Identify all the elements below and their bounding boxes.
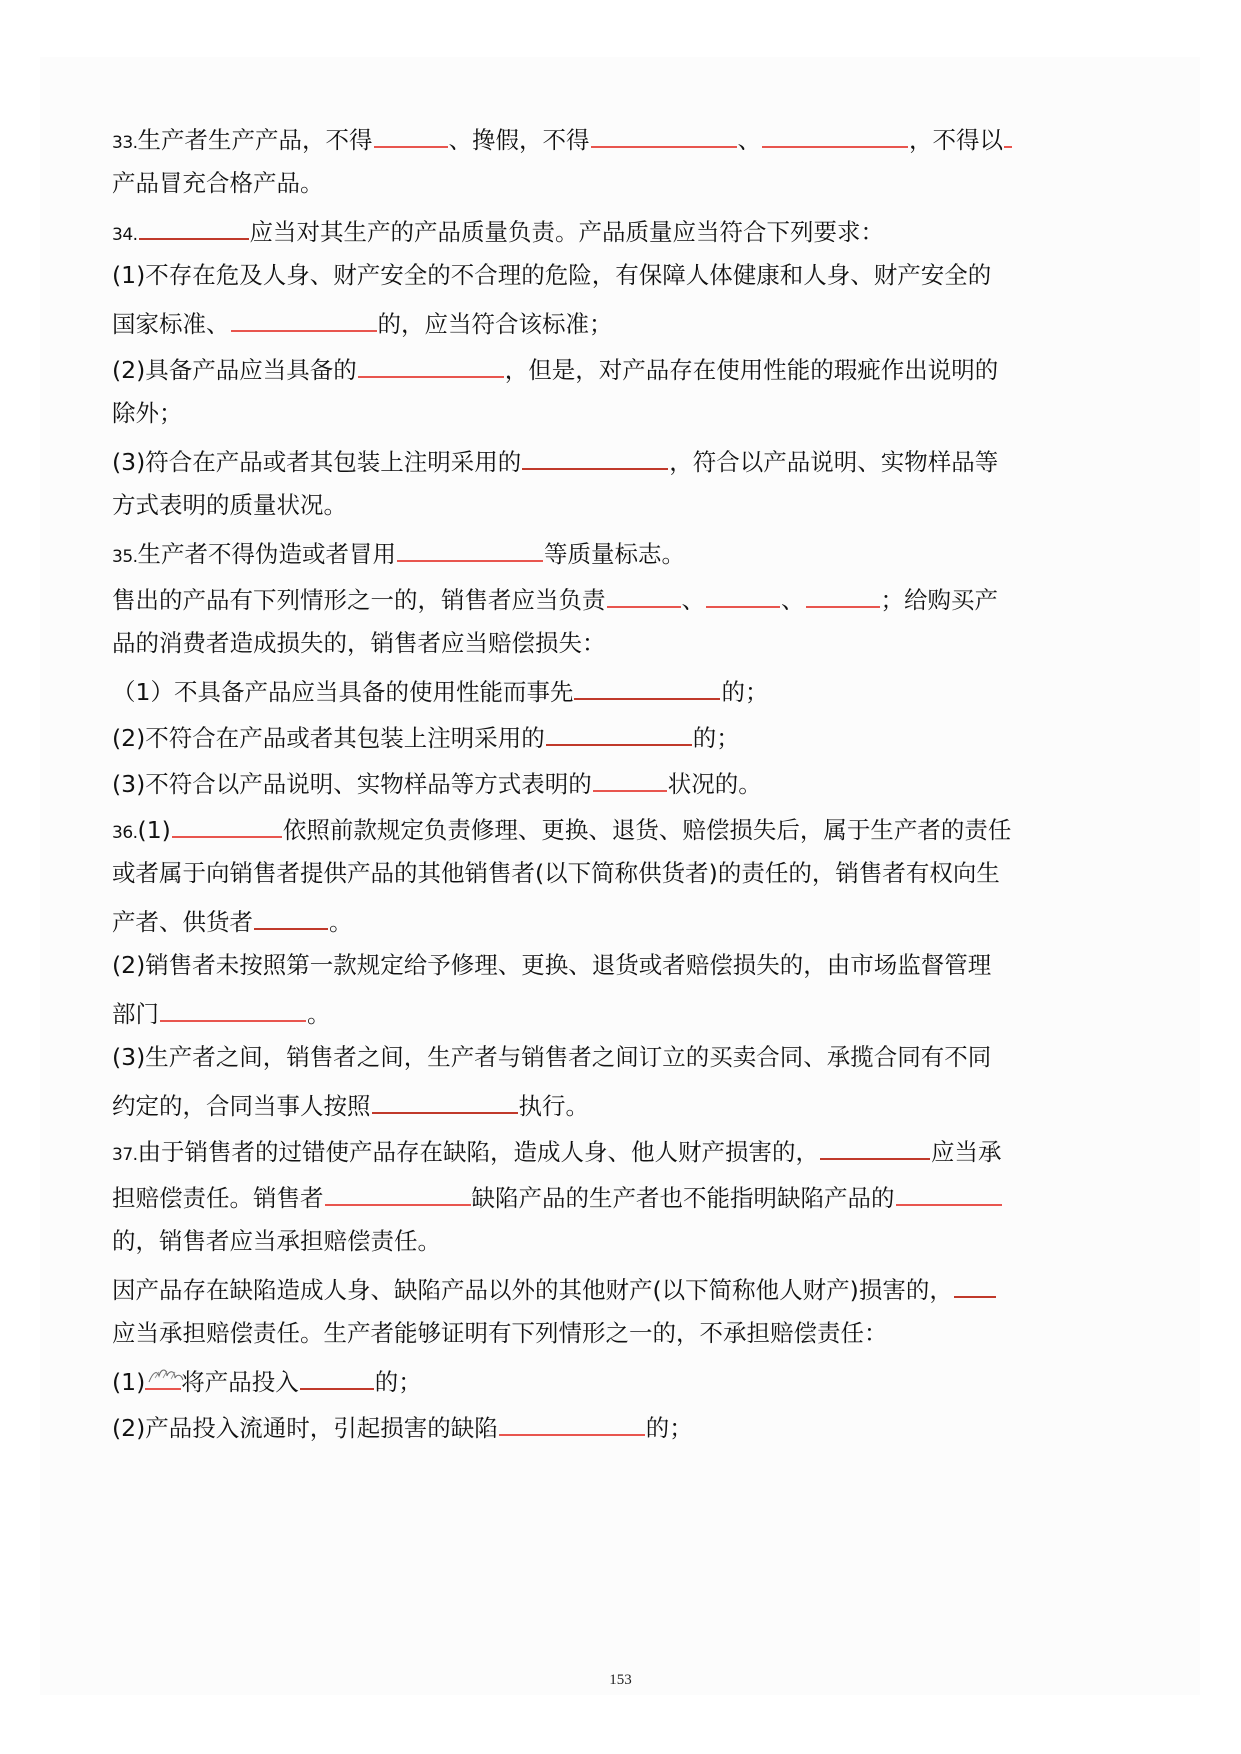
fill-in-blank [172, 812, 282, 838]
text-line [112, 674, 768, 704]
fill-in-blank [160, 996, 306, 1022]
text-segment: 由于销售者的过错使产品存在缺陷，造成人身、他人财产损害的， [137, 1138, 820, 1166]
question-number: 37. [112, 1145, 138, 1165]
text-segment: (3)不符合以产品说明、实物样品等方式表明的 [112, 770, 592, 798]
text-segment: 应当对其生产的产品质量负责。产品质量应当符合下列要求： [249, 218, 885, 246]
fill-in-blank [607, 582, 681, 608]
text-line [112, 996, 331, 1026]
question-number: 34. [112, 225, 138, 245]
text-segment: 生产者生产产品，不得 [137, 126, 373, 154]
text-line [112, 628, 606, 658]
text-line [112, 490, 347, 520]
fill-in-blank [397, 536, 543, 562]
text-segment: ，但是，对产品存在使用性能的瑕疵作出说明的 [504, 356, 999, 384]
text-segment: (1) [112, 1368, 146, 1396]
fill-in-blank [254, 904, 328, 930]
fill-in-blank [762, 122, 908, 148]
text-line [112, 904, 353, 934]
text-line [112, 582, 998, 612]
question-number: 33. [112, 133, 138, 153]
text-segment: 售出的产品有下列情形之一的，销售者应当负责 [112, 586, 606, 614]
fill-in-blank [374, 122, 448, 148]
page-number: 153 [609, 1672, 632, 1688]
text-segment: 。 [307, 1000, 331, 1028]
text-line [112, 1318, 888, 1348]
text-segment: 因产品存在缺陷造成人身、缺陷产品以外的其他财产(以下简称他人财产)损害的， [112, 1276, 953, 1304]
fill-in-blank [593, 766, 667, 792]
text-segment: ，符合以产品说明、实物样品等 [669, 448, 999, 476]
question-number: 35. [112, 547, 138, 567]
text-segment: 等质量标志。 [544, 540, 686, 568]
text-segment: 将产品投入 [181, 1368, 299, 1396]
text-segment: (2)销售者未按照第一款规定给予修理、更换、退货或者赔偿损失的，由市场监督管理 [112, 951, 992, 979]
text-segment: (3)生产者之间，销售者之间，生产者与销售者之间订立的买卖合同、承揽合同有不同 [112, 1043, 992, 1071]
fill-in-blank [1004, 122, 1012, 148]
fill-in-blank [546, 720, 692, 746]
text-line [112, 398, 183, 428]
text-segment: 、 [781, 586, 805, 614]
text-line [112, 1088, 589, 1118]
text-segment: 除外； [112, 399, 183, 427]
text-line [112, 260, 991, 290]
text-segment: 依照前款规定负责修理、更换、退货、赔偿损失后，属于生产者的责任 [282, 816, 1012, 844]
text-segment: 担赔偿责任。销售者 [112, 1184, 324, 1212]
text-line [112, 1410, 693, 1440]
text-line [112, 1134, 1002, 1164]
text-segment: 应当承 [931, 1138, 1002, 1166]
text-segment: 的； [374, 1368, 422, 1396]
text-line [112, 168, 324, 198]
text-segment: 或者属于向销售者提供产品的其他销售者(以下简称供货者)的责任的，销售者有权向生 [112, 859, 1000, 887]
fill-in-blank [372, 1088, 518, 1114]
text-segment: 约定的，合同当事人按照 [112, 1092, 371, 1120]
text-segment: (1) [137, 816, 171, 844]
text-segment: 缺陷产品的生产者也不能指明缺陷产品的 [471, 1184, 895, 1212]
text-segment: 。 [329, 908, 353, 936]
text-line [112, 352, 998, 382]
text-segment: 、 [737, 126, 762, 154]
text-segment: 产品冒充合格产品。 [112, 169, 324, 197]
text-segment: (1)不存在危及人身、财产安全的不合理的危险，有保障人体健康和人身、财产安全的 [112, 261, 992, 289]
text-segment: 产者、供货者 [112, 908, 253, 936]
text-segment: 方式表明的质量状况。 [112, 491, 347, 519]
question-number: 36. [112, 823, 138, 843]
fill-in-blank [358, 352, 504, 378]
text-line [112, 122, 1013, 152]
fill-in-blank [300, 1364, 374, 1390]
text-segment: 的，应当符合该标准； [377, 310, 613, 338]
handwritten-scribble-icon [145, 1368, 181, 1390]
text-segment: 、搀假，不得 [448, 126, 590, 154]
fill-in-blank [896, 1180, 1002, 1206]
text-segment: ，不得以 [909, 126, 1004, 154]
text-line [112, 1226, 441, 1256]
text-segment: (2)不符合在产品或者其包装上注明采用的 [112, 724, 545, 752]
fill-in-blank [806, 582, 880, 608]
text-line [112, 536, 685, 566]
text-segment: (2)产品投入流通时，引起损害的缺陷 [112, 1414, 498, 1442]
fill-in-blank [591, 122, 737, 148]
text-line [112, 444, 998, 474]
text-segment: 的； [645, 1414, 693, 1442]
text-segment: 、 [681, 586, 705, 614]
text-segment: 生产者不得伪造或者冒用 [137, 540, 397, 568]
text-line [112, 214, 884, 244]
text-line [112, 1272, 997, 1302]
text-line [112, 1042, 991, 1072]
text-segment: 执行。 [518, 1092, 589, 1120]
fill-in-blank [522, 444, 668, 470]
fill-in-blank [820, 1134, 930, 1160]
text-line [112, 812, 1011, 842]
fill-in-blank [231, 306, 377, 332]
text-line [112, 720, 740, 750]
fill-in-blank [954, 1272, 996, 1298]
text-line [112, 950, 991, 980]
fill-in-blank [139, 214, 249, 240]
text-segment: (2)具备产品应当具备的 [112, 356, 357, 384]
text-line [112, 766, 762, 796]
text-segment: 品的消费者造成损失的，销售者应当赔偿损失： [112, 629, 606, 657]
text-segment: （1）不具备产品应当具备的使用性能而事先 [112, 678, 574, 706]
fill-in-blank [574, 674, 720, 700]
text-line [112, 306, 613, 336]
text-segment: 国家标准、 [112, 310, 230, 338]
fill-in-blank [499, 1410, 645, 1436]
text-line [112, 858, 1000, 888]
text-segment: 的，销售者应当承担赔偿责任。 [112, 1227, 441, 1255]
text-line [112, 1180, 1003, 1210]
text-segment: ；给购买产 [880, 586, 998, 614]
text-line [112, 1364, 422, 1394]
text-segment: 的； [692, 724, 740, 752]
text-segment: 部门 [112, 1000, 159, 1028]
text-segment: 的； [721, 678, 769, 706]
fill-in-blank [706, 582, 780, 608]
text-segment: 状况的。 [667, 770, 762, 798]
text-segment: 应当承担赔偿责任。生产者能够证明有下列情形之一的，不承担赔偿责任： [112, 1319, 888, 1347]
text-segment: (3)符合在产品或者其包装上注明采用的 [112, 448, 522, 476]
fill-in-blank [325, 1180, 471, 1206]
